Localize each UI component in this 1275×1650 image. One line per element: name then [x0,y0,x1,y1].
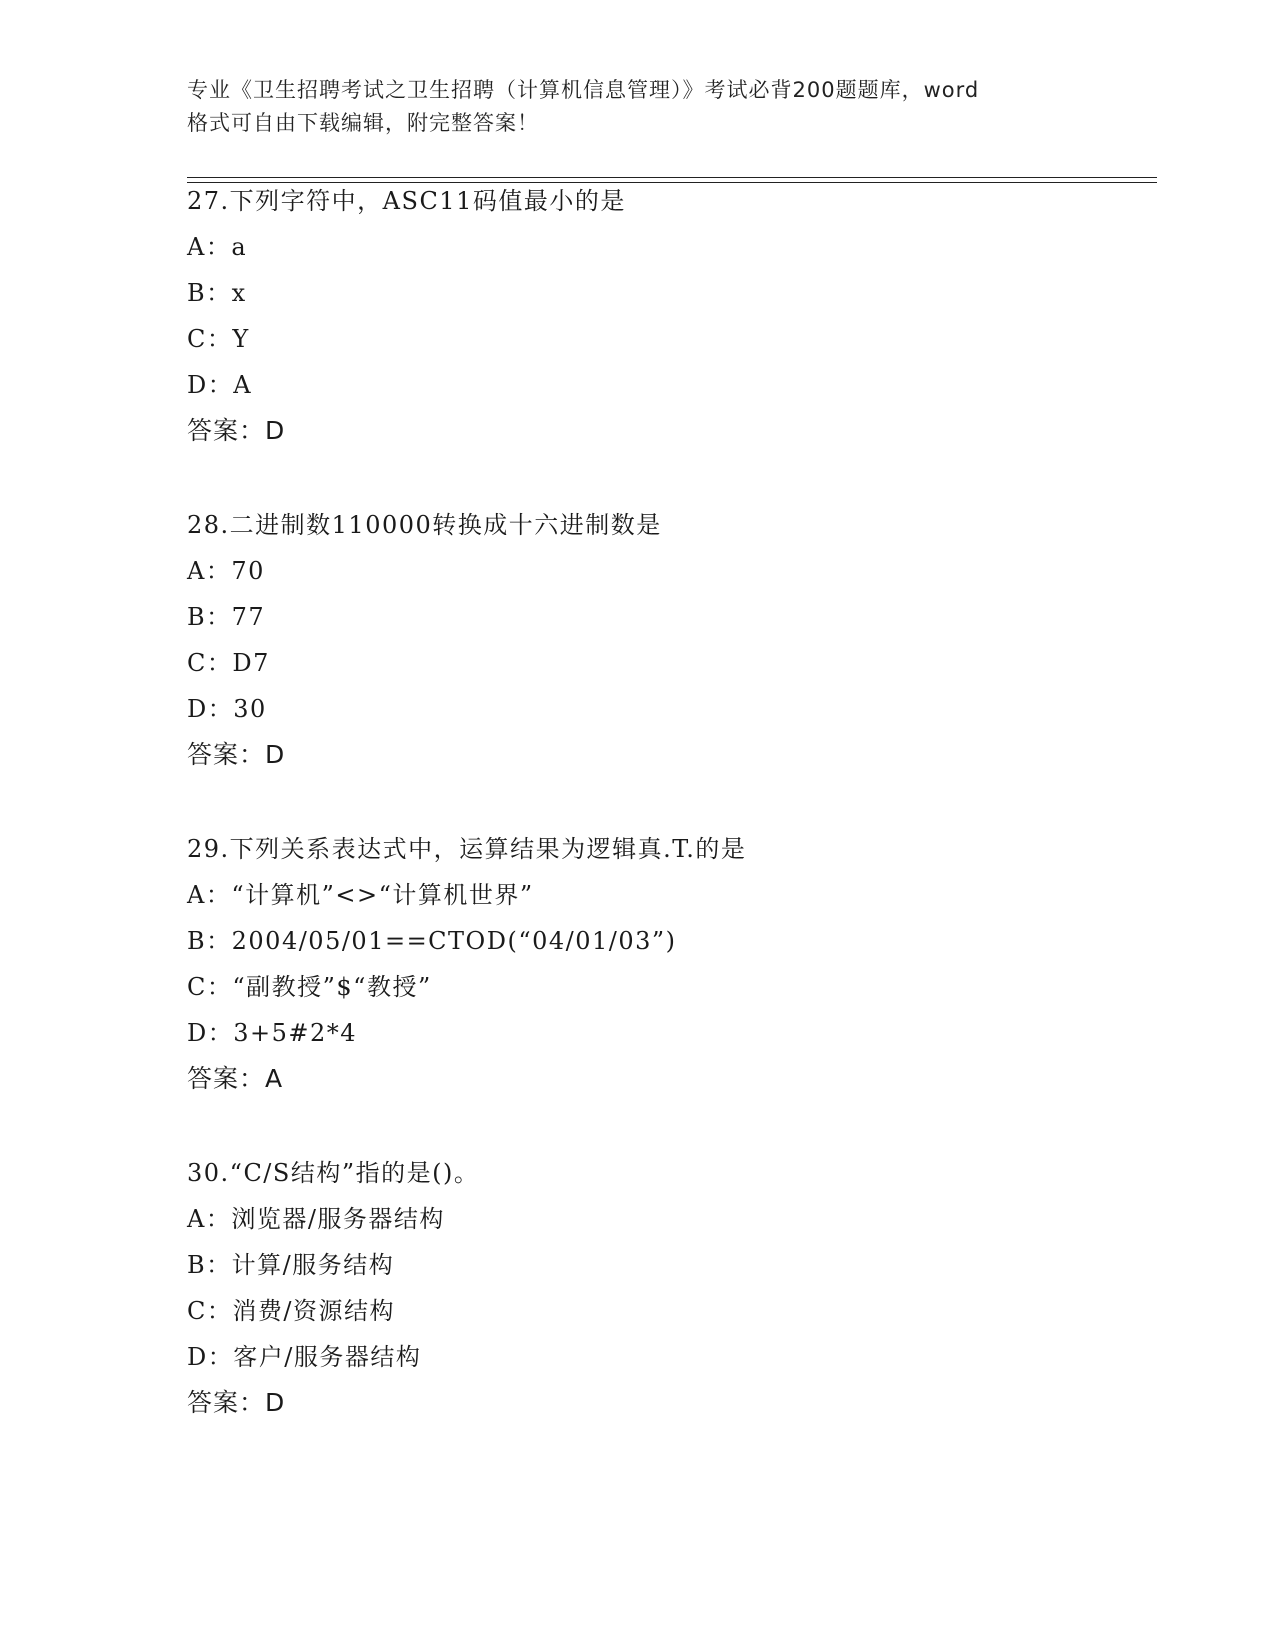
option-c: C：D7 [187,649,270,677]
option-d: D：A [187,371,253,399]
option-b: B：x [187,279,247,307]
question-28 [187,502,1157,778]
option-c: C：Y [187,325,250,353]
document-page [187,0,1157,1650]
option-b: B：计算/服务结构 [187,1251,395,1279]
option-d: D：3+5#2*4 [187,1019,358,1047]
question-27 [187,178,1157,454]
question-30 [187,1150,1157,1426]
option-d: D：30 [187,695,267,723]
option-a: A：70 [187,557,265,585]
answer-line: 答案：A [187,1064,284,1093]
question-title: 27.下列字符中，ASC11码值最小的是 [187,187,626,215]
option-c: C：消费/资源结构 [187,1297,395,1325]
document-header [187,74,1087,140]
option-b: B：77 [187,603,266,631]
option-d: D：客户/服务器结构 [187,1343,422,1371]
question-title: 28.二进制数110000转换成十六进制数是 [187,511,662,539]
option-a: A：a [187,233,248,261]
question-title: 30.“C/S结构”指的是()。 [187,1159,480,1187]
answer-line: 答案：D [187,1388,286,1417]
option-c: C：“副教授”$“教授” [187,973,432,1001]
question-29 [187,826,1157,1102]
header-line-2: 格式可自由下载编辑，附完整答案！ [187,111,539,135]
option-a: A：“计算机”<>“计算机世界” [187,881,534,909]
answer-line: 答案：D [187,740,286,769]
answer-line: 答案：D [187,416,286,445]
option-a: A：浏览器/服务器结构 [187,1205,445,1233]
question-title: 29.下列关系表达式中，运算结果为逻辑真.T.的是 [187,835,747,863]
option-b: B：2004/05/01==CTOD(“04/01/03”) [187,927,677,955]
header-line-1: 专业《卫生招聘考试之卫生招聘（计算机信息管理）》考试必背200题题库，word [187,78,980,102]
